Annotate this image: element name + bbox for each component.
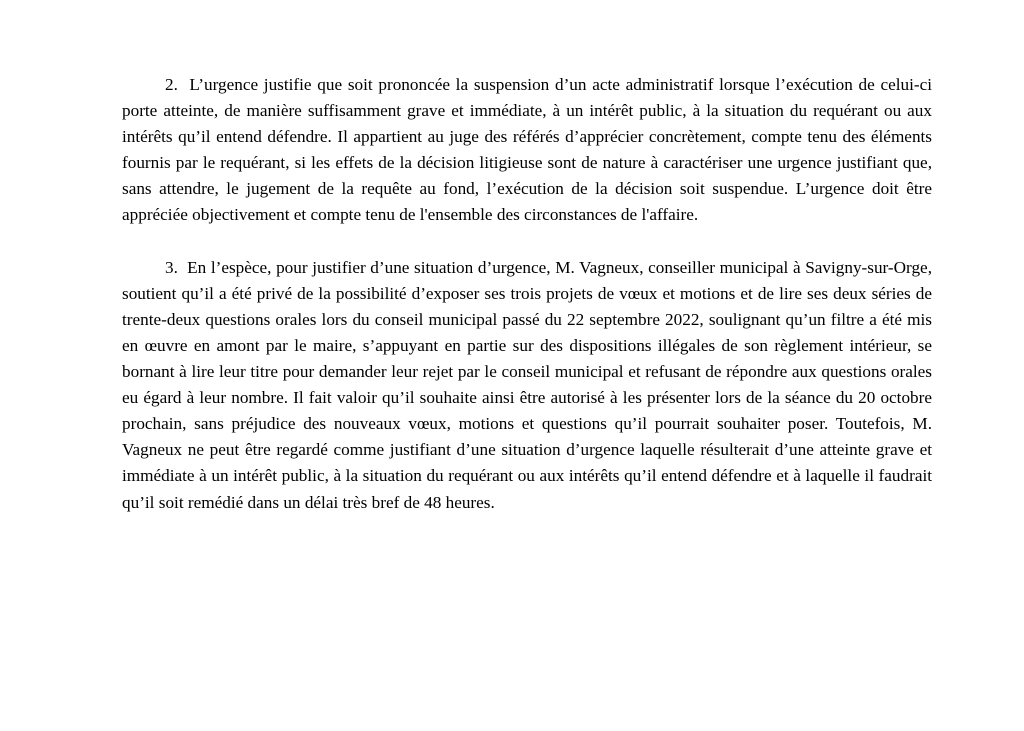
document-text-column	[122, 72, 932, 516]
paragraph-3-number: 3.	[165, 257, 178, 277]
paragraph-2-number-spacing	[178, 75, 189, 94]
paragraph-3-number-spacing	[178, 258, 187, 277]
paragraph-3-body: En l’espèce, pour justifier d’une situation d’urgence, M. Vagneux, conseiller municipal à Savigny-sur-Orge, soutient qu’il a été privé de la possibilité d’exposer ses trois projets de vœux et motions et de lire ses deux séries de trente-deux questions orales lors du conseil municipal passé du 22 septembre 2022, soulignant qu’un filtre a été mis en œuvre en amont par le maire, s’appuyant en partie sur des dispositions illégales de son règlement intérieur, se bornant à lire leur titre pour demander leur rejet par le conseil municipal et refusant de répondre aux questions orales eu égard à leur nombre. Il fait valoir qu’il souhaite ainsi être autorisé à les présenter lors de la séance du 20 octobre prochain, sans préjudice des nouveaux vœux, motions et questions qu’il pourrait souhaiter poser. Toutefois, M. Vagneux ne peut être regardé comme justifiant d’une situation d’urgence laquelle résulterait d’une atteinte grave et immédiate à un intérêt public, à la situation du requérant ou aux intérêts qu’il entend défendre et à laquelle il faudrait qu’il soit remédié dans un délai très bref de 48 heures.	[122, 257, 932, 512]
paragraph-2-number: 2.	[165, 75, 178, 94]
paragraph-2-body: L’urgence justifie que soit prononcée la suspension d’un acte administratif lorsque l’exécution de celui-ci porte atteinte, de manière suffisamment grave et immédiate, à un intérêt public, à la situation du requérant ou aux intérêts qu’il entend défendre. Il appartient au juge des référés d’apprécier concrètement, compte tenu des éléments fournis par le requérant, si les effets de la décision litigieuse sont de nature à caractériser une urgence justifiant que, sans attendre, le jugement de la requête au fond, l’exécution de la décision soit suspendue. L’urgence doit être appréciée objectivement et compte tenu de l'ensemble des circonstances de l'affaire.	[122, 75, 933, 225]
paragraph-3	[122, 255, 932, 516]
paragraph-2	[122, 72, 932, 229]
